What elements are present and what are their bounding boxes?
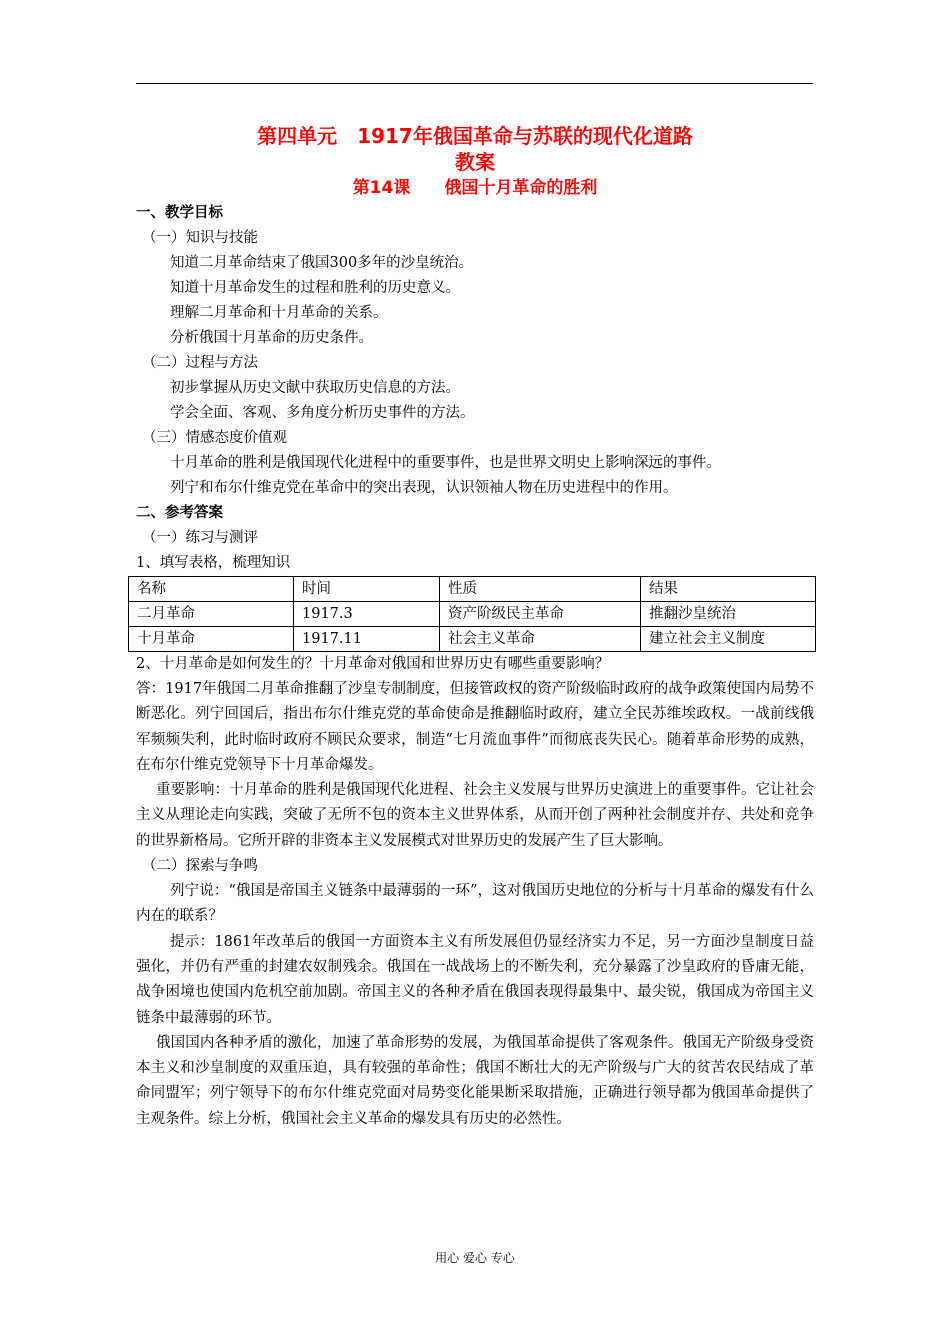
- table-cell: 1917.3: [294, 602, 440, 627]
- lesson-title: 第14课 俄国十月革命的胜利: [352, 178, 598, 198]
- table-header-cell: 名称: [129, 577, 294, 602]
- table-header-cell: 时间: [294, 577, 440, 602]
- doc-type-title: 教案: [455, 150, 495, 174]
- document-body: [136, 123, 814, 1132]
- header-rule: [136, 83, 813, 84]
- objective-item: 理解二月革命和十月革命的关系。: [170, 305, 388, 321]
- table-cell: 资产阶级民主革命: [440, 602, 641, 627]
- table-cell: 十月革命: [129, 627, 294, 652]
- discussion-question: 列宁说：“俄国是帝国主义链条中最薄弱的一环”，这对俄国历史地位的分析与十月革命的爆发有什么内在的联系？: [136, 883, 814, 925]
- table-cell: 二月革命: [129, 602, 294, 627]
- table-row: [129, 602, 816, 627]
- revolution-table: [128, 576, 816, 652]
- table-header-cell: 结果: [641, 577, 816, 602]
- answer-2-impact-paragraph: 重要影响：十月革命的胜利是俄国现代化进程、社会主义发展与世界历史演进上的重要事件。它让社会主义从理论走向实践，突破了无所不包的资本主义世界体系，从而开创了两种社会制度并存、共处和竞争的世界新格局。它所开辟的非资本主义发展模式对世界历史的发展产生了巨大影响。: [136, 782, 814, 849]
- question-2: 2、十月革命是如何发生的？十月革命对俄国和世界历史有哪些重要影响？: [136, 656, 610, 672]
- section-heading-objectives: 一、教学目标: [136, 205, 223, 221]
- table-cell: 1917.11: [294, 627, 440, 652]
- subsection-heading-exercise: （一）练习与测评: [142, 530, 258, 546]
- unit-title: 第四单元 1917年俄国革命与苏联的现代化道路: [257, 124, 693, 148]
- table-header-row: [129, 577, 816, 602]
- table-cell: 推翻沙皇统治: [641, 602, 816, 627]
- table-header-cell: 性质: [440, 577, 641, 602]
- objective-item: 列宁和布尔什维克党在革命中的突出表现，认识领袖人物在历史进程中的作用。: [170, 480, 678, 496]
- objective-item: 初步掌握从历史文献中获取历史信息的方法。: [170, 380, 460, 396]
- hint-paragraph: 提示：1861年改革后的俄国一方面资本主义有所发展但仍显经济实力不足，另一方面沙皇制度日益强化，并仍有严重的封建农奴制残余。俄国在一战战场上的不断失利，充分暴露了沙皇政府的昏庸无能，战争困境也使国内危机空前加剧。帝国主义的各种矛盾在俄国表现得最集中、最尖锐，俄国成为帝国主义链条中最薄弱的环节。: [136, 933, 814, 1026]
- objective-item: 十月革命的胜利是俄国现代化进程中的重要事件，也是世界文明史上影响深远的事件。: [170, 455, 721, 471]
- table-cell: 建立社会主义制度: [641, 627, 816, 652]
- subsection-heading-knowledge: （一）知识与技能: [142, 230, 258, 246]
- objective-item: 学会全面、客观、多角度分析历史事件的方法。: [170, 405, 475, 421]
- subsection-heading-process: （二）过程与方法: [142, 355, 258, 371]
- question-1: 1、填写表格，梳理知识: [136, 555, 291, 571]
- answer-2-paragraph: 答：1917年俄国二月革命推翻了沙皇专制制度，但接管政权的资产阶级临时政府的战争政策使国内局势不断恶化。列宁回国后，指出布尔什维克党的革命使命是推翻临时政府，建立全民苏维埃政权。一战前线俄军频频失利，此时临时政府不顾民众要求，制造“七月流血事件”而彻底丧失民心。随着革命形势的成熟，在布尔什维克党领导下十月革命爆发。: [136, 681, 814, 773]
- objective-item: 分析俄国十月革命的历史条件。: [170, 330, 373, 346]
- table-cell: 社会主义革命: [440, 627, 641, 652]
- hint-paragraph: 俄国国内各种矛盾的激化，加速了革命形势的发展，为俄国革命提供了客观条件。俄国无产阶级身受资本主义和沙皇制度的双重压迫，具有较强的革命性；俄国不断壮大的无产阶级与广大的贫苦农民结成了革命同盟军；列宁领导下的布尔什维克党面对局势变化能果断采取措施，正确进行领导都为俄国革命提供了主观条件。综上分析，俄国社会主义革命的爆发具有历史的必然性。: [136, 1034, 814, 1127]
- objective-item: 知道十月革命发生的过程和胜利的历史意义。: [170, 280, 460, 296]
- page-footer: 用心 爱心 专心: [435, 1251, 515, 1265]
- subsection-heading-values: （三）情感态度价值观: [142, 430, 287, 446]
- objective-item: 知道二月革命结束了俄国300多年的沙皇统治。: [170, 255, 474, 271]
- table-row: [129, 627, 816, 652]
- subsection-heading-discussion: （二）探索与争鸣: [142, 858, 258, 875]
- section-heading-answers: 二、参考答案: [136, 505, 223, 521]
